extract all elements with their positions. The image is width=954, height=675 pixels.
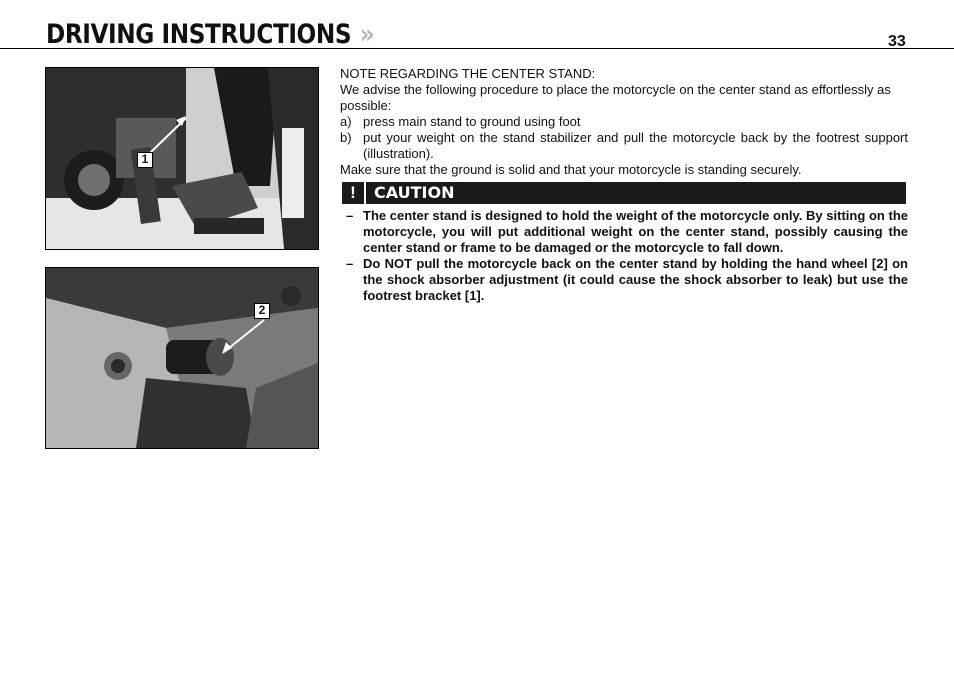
page-title bbox=[46, 18, 374, 52]
dash-marker: – bbox=[346, 208, 354, 223]
dash-marker: – bbox=[346, 256, 354, 271]
instruction-text bbox=[340, 66, 908, 304]
photo-center-stand bbox=[45, 67, 319, 250]
exclamation-icon: ! bbox=[342, 182, 364, 204]
section-heading: NOTE REGARDING THE CENTER STAND: bbox=[340, 66, 596, 81]
caution-banner bbox=[340, 182, 908, 204]
callout-label-1: 1 bbox=[137, 152, 153, 168]
header-rule bbox=[0, 48, 954, 49]
step-text: press main stand to ground using foot bbox=[363, 114, 581, 129]
caution-text: The center stand is designed to hold the weight of the motorcycle only. By sitting on the motorcycle, you will put additional weight on the center stand, possibly causing the center stand or frame to be damaged or the motorcycle to fall down. bbox=[363, 208, 908, 255]
step-item-b bbox=[340, 130, 908, 162]
page-title-text: DRIVING INSTRUCTIONS bbox=[46, 19, 352, 50]
caution-label: CAUTION bbox=[366, 182, 906, 204]
step-item-a bbox=[340, 114, 908, 130]
caution-item-2 bbox=[340, 256, 908, 304]
callout-label-2: 2 bbox=[254, 303, 270, 319]
caution-item-1 bbox=[340, 208, 908, 256]
step-marker: b) bbox=[340, 130, 352, 145]
chevron-right-icon: » bbox=[359, 19, 375, 50]
photo-center-stand-image bbox=[46, 68, 318, 249]
intro-paragraph: We advise the following procedure to place the motorcycle on the center stand as effortlessly as possible: bbox=[340, 82, 891, 113]
photo-shock-absorber bbox=[45, 267, 319, 449]
page-number: 33 bbox=[888, 33, 906, 50]
closing-paragraph: Make sure that the ground is solid and that your motorcycle is standing securely. bbox=[340, 162, 802, 177]
step-marker: a) bbox=[340, 114, 352, 129]
photo-shock-absorber-image bbox=[46, 268, 318, 448]
step-text: put your weight on the stand stabilizer and pull the motorcycle back by the footrest support (illustration). bbox=[363, 130, 908, 161]
caution-text: Do NOT pull the motorcycle back on the center stand by holding the hand wheel [2] on the shock absorber adjustment (it could cause the shock absorber to leak) but use the footrest bracket [1]. bbox=[363, 256, 908, 303]
